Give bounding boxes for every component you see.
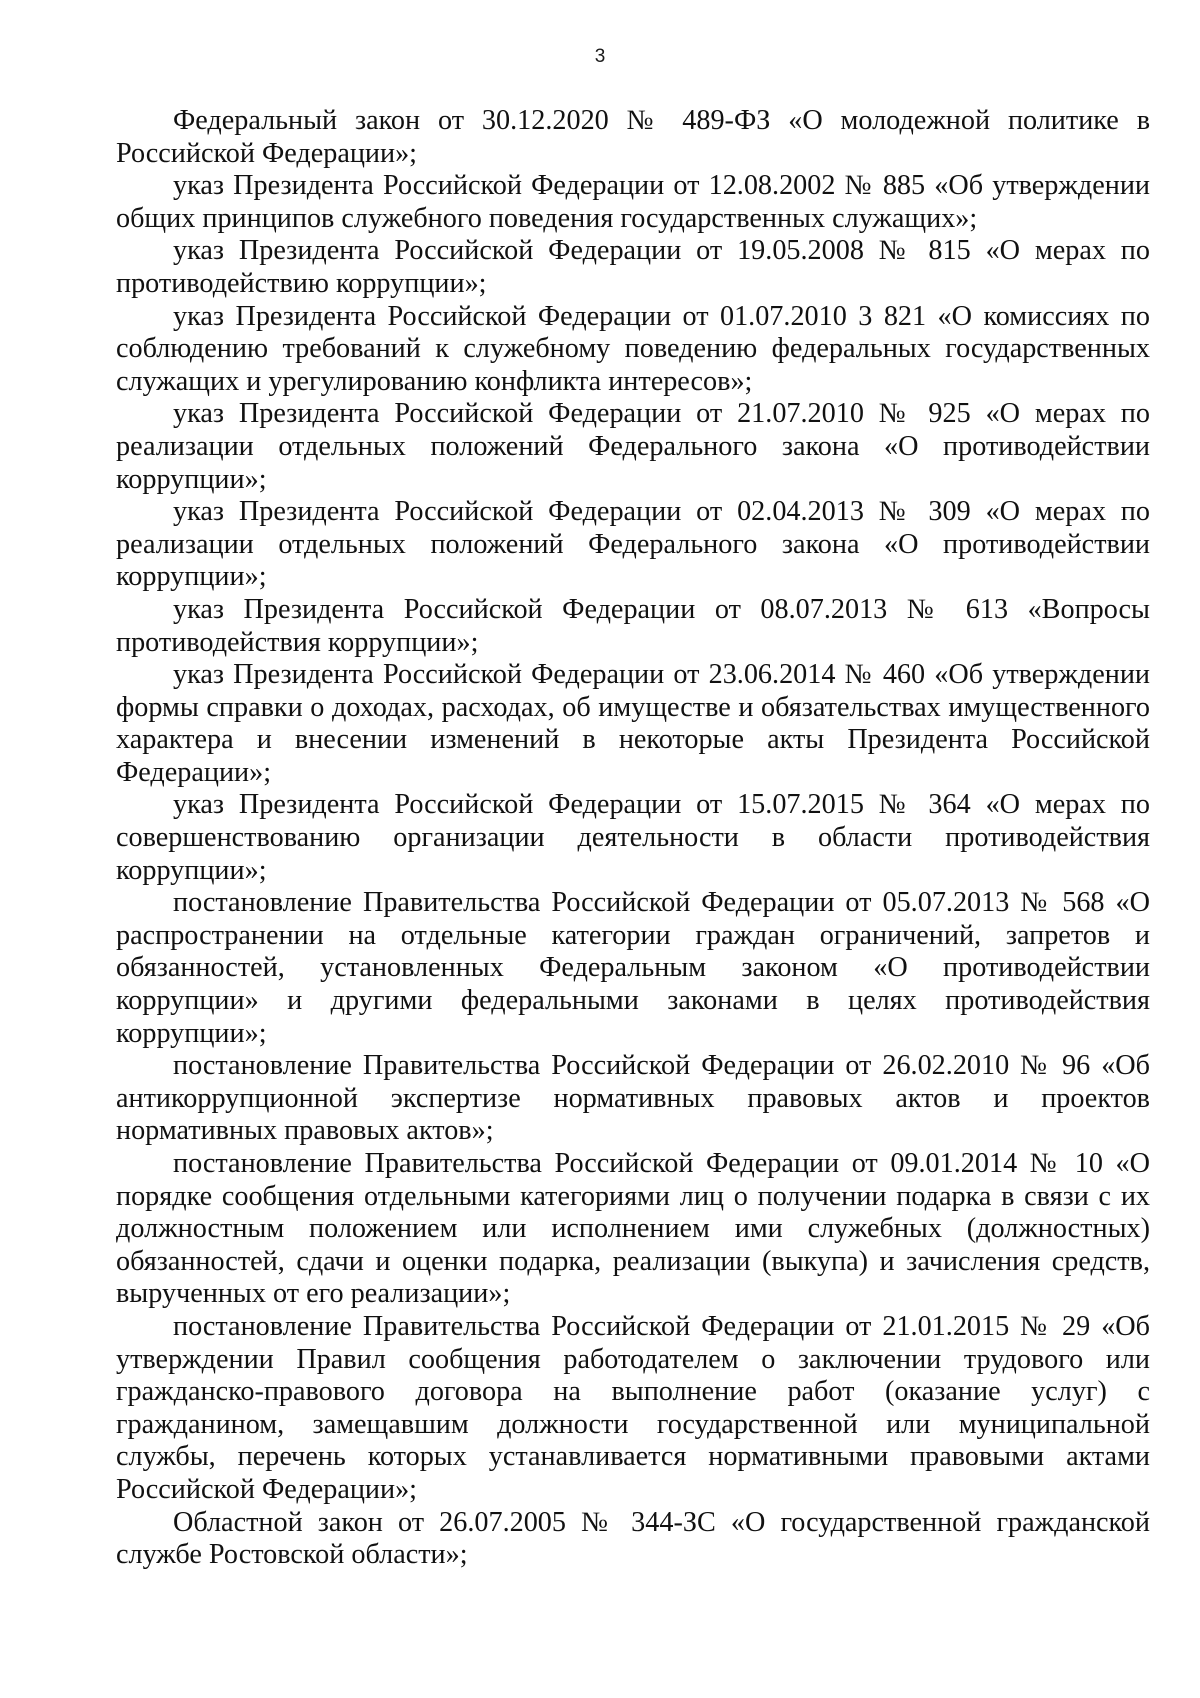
legal-act-paragraph: указ Президента Российской Федерации от 02.04.2013 № 309 «О мерах по реализации отдельных положений Федерального закона «О противодействии коррупции»;: [116, 496, 1150, 593]
legal-act-paragraph: указ Президента Российской Федерации от 12.08.2002 № 885 «Об утверждении общих принципов служебного поведения государственных служащих»;: [116, 170, 1150, 234]
page-number: 3: [594, 46, 606, 67]
document-body: [116, 105, 1150, 1572]
legal-act-paragraph: постановление Правительства Российской Федерации от 05.07.2013 № 568 «О распространении на отдельные категории граждан ограничений, запретов и обязанностей, установленных Федеральным законом «О противодействии коррупции» и другими федеральными законами в целях противодействия коррупции»;: [116, 887, 1150, 1049]
legal-act-paragraph: постановление Правительства Российской Федерации от 09.01.2014 № 10 «О порядке сообщения отдельными категориями лиц о получении подарка в связи с их должностным положением или исполнением ими служебных (должностных) обязанностей, сдачи и оценки подарка, реализации (выкупа) и зачисления средств, вырученных от его реализации»;: [116, 1148, 1150, 1310]
legal-act-paragraph: постановление Правительства Российской Федерации от 21.01.2015 № 29 «Об утверждении Правил сообщения работодателем о заключении трудового или гражданско-правового договора на выполнение работ (оказание услуг) с гражданином, замещавшим должности государственной или муниципальной службы, перечень которых устанавливается нормативными правовыми актами Российской Федерации»;: [116, 1310, 1150, 1505]
legal-act-paragraph: Федеральный закон от 30.12.2020 № 489-ФЗ «О молодежной политике в Российской Федерации»;: [116, 105, 1150, 169]
legal-act-paragraph: указ Президента Российской Федерации от 15.07.2015 № 364 «О мерах по совершенствованию организации деятельности в области противодействия коррупции»;: [116, 789, 1150, 886]
legal-act-paragraph: указ Президента Российской Федерации от 08.07.2013 № 613 «Вопросы противодействия коррупции»;: [116, 593, 1150, 658]
legal-act-paragraph: Областной закон от 26.07.2005 № 344-ЗС «О государственной гражданской службе Ростовской области»;: [116, 1506, 1150, 1571]
legal-act-paragraph: указ Президента Российской Федерации от 21.07.2010 № 925 «О мерах по реализации отдельных положений Федерального закона «О противодействии коррупции»;: [116, 398, 1150, 495]
legal-act-paragraph: указ Президента Российской Федерации от 19.05.2008 № 815 «О мерах по противодействию коррупции»;: [116, 235, 1150, 299]
legal-act-paragraph: указ Президента Российской Федерации от 01.07.2010 3 821 «О комиссиях по соблюдению требований к служебному поведению федеральных государственных служащих и урегулированию конфликта интересов»;: [116, 300, 1150, 397]
legal-act-paragraph: указ Президента Российской Федерации от 23.06.2014 № 460 «Об утверждении формы справки о доходах, расходах, об имуществе и обязательствах имущественного характера и внесении изменений в некоторые акты Президента Российской Федерации»;: [116, 659, 1150, 788]
legal-act-paragraph: постановление Правительства Российской Федерации от 26.02.2010 № 96 «Об антикоррупционной экспертизе нормативных правовых актов и проектов нормативных правовых актов»;: [116, 1050, 1150, 1147]
